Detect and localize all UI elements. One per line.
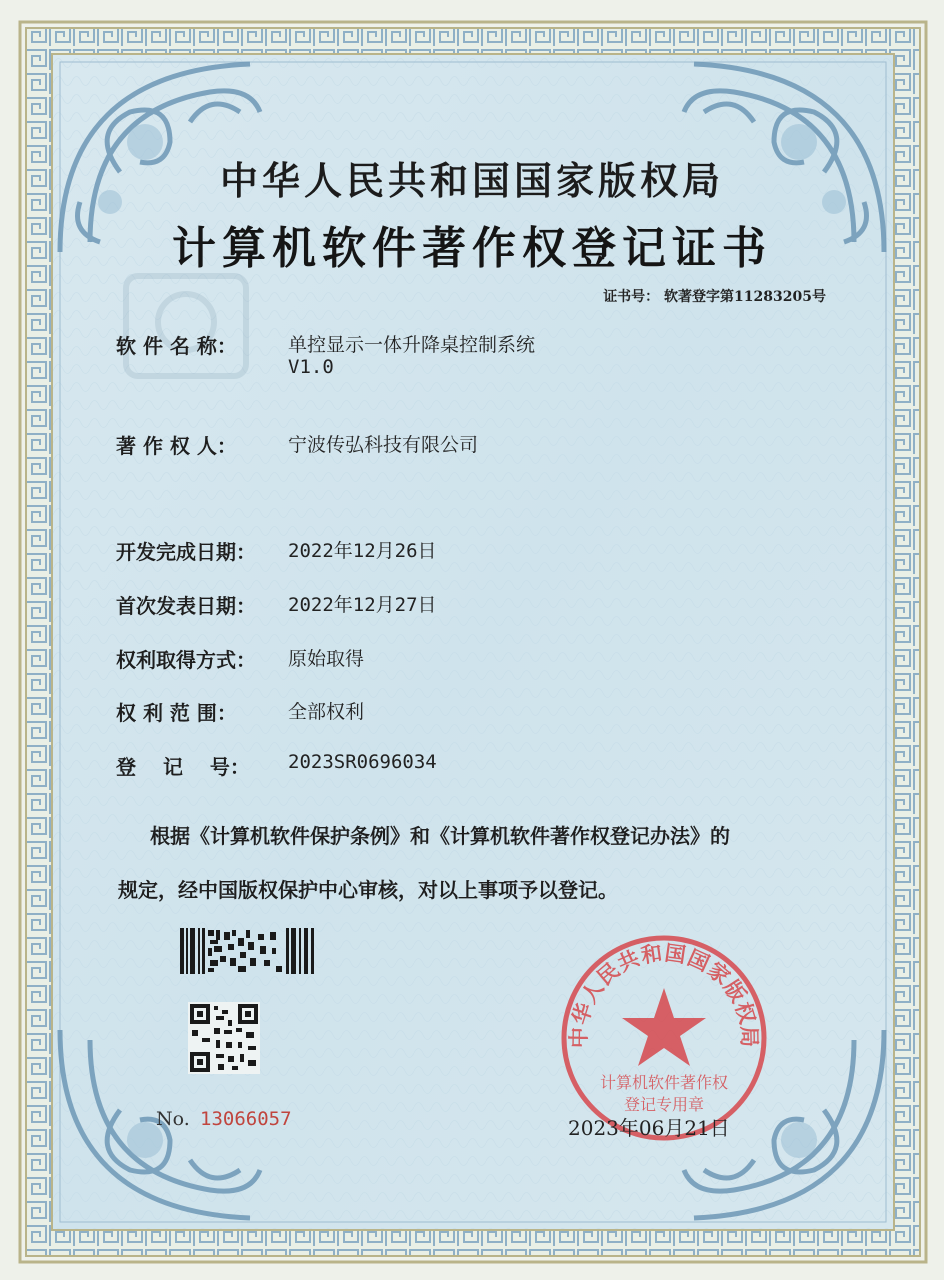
legal-basis-line-1: 根据《计算机软件保护条例》和《计算机软件著作权登记办法》的	[150, 824, 730, 848]
acquire-method-label: 权利取得方式：	[116, 648, 256, 672]
qr-code-icon	[188, 1002, 260, 1074]
rights-scope-value: 全部权利	[288, 701, 365, 723]
acquire-method-value: 原始取得	[288, 648, 365, 670]
svg-text:计算机软件著作权: 计算机软件著作权	[599, 1073, 729, 1092]
serial-number-value: 13066057	[200, 1108, 292, 1130]
owner-value: 宁波传弘科技有限公司	[288, 434, 479, 456]
issue-date: 2023年06月21日	[568, 1116, 730, 1140]
software-version-value: V1.0	[288, 356, 334, 378]
certificate-title: 计算机软件著作权登记证书	[172, 223, 772, 274]
software-name-label: 软 件 名 称：	[116, 334, 237, 358]
issuing-authority-title: 中华人民共和国国家版权局	[219, 158, 724, 203]
certificate-number: 证书号： 软著登字第11283205号	[603, 289, 826, 305]
svg-text:登记专用章: 登记专用章	[623, 1095, 705, 1114]
legal-basis-line-2: 规定，经中国版权保护中心审核，对以上事项予以登记。	[118, 878, 618, 902]
owner-label: 著 作 权 人：	[116, 434, 237, 458]
publish-date-value: 2022年12月27日	[288, 594, 437, 616]
publish-date-label: 首次发表日期：	[116, 594, 256, 618]
registration-number-value: 2023SR0696034	[288, 751, 437, 773]
dev-date-value: 2022年12月26日	[288, 540, 437, 562]
registration-number-label: 登 记 号：	[116, 755, 250, 779]
barcode-icon	[180, 928, 316, 974]
rights-scope-label: 权 利 范 围：	[116, 701, 237, 725]
svg-text:中华人民共和国国家版权局: 中华人民共和国国家版权局	[566, 940, 762, 1049]
serial-number-label: No.	[156, 1108, 190, 1130]
dev-date-label: 开发完成日期：	[116, 540, 256, 564]
software-name-value: 单控显示一体升降桌控制系统	[288, 334, 536, 356]
